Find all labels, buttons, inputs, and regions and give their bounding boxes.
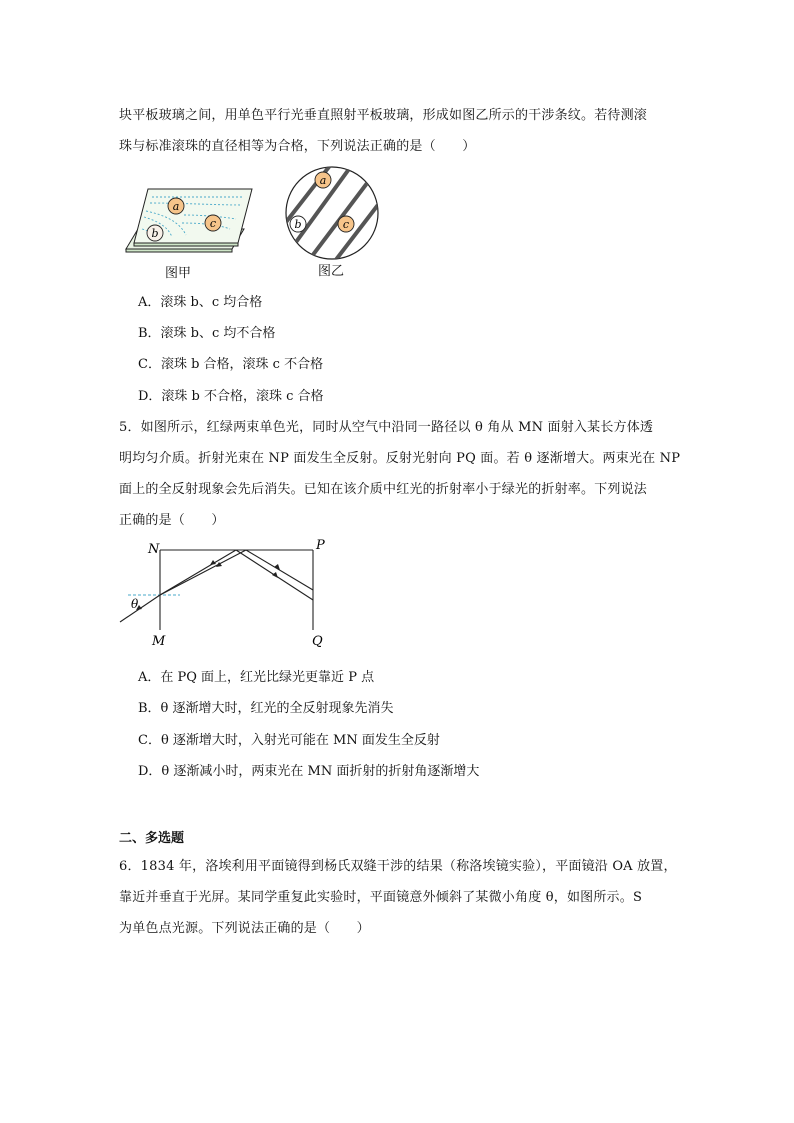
q6-text-line-1: 6．1834 年，洛埃利用平面镜得到杨氏双缝干涉的结果（称洛埃镜实验），平面镜沿 OA 放置， [119,859,677,874]
label-Q: Q [312,634,323,649]
q4-option-a: A．滚珠 b、c 均合格 [138,295,263,310]
q4-option-d: D．滚珠 b 不合格，滚珠 c 合格 [138,389,324,404]
q5-option-d: D．θ 逐渐减小时，两束光在 MN 面折射的折射角逐渐增大 [138,764,480,779]
label-M: M [152,634,166,649]
caption-yi: 图乙 [318,264,345,279]
section-multiple-choice-title: 二、多选题 [119,831,185,846]
ball-b-label-yi: b [294,218,302,231]
ball-a-label-yi: a [319,174,327,187]
q4-text-line-1: 块平板玻璃之间，用单色平行光垂直照射平板玻璃，形成如图乙所示的干涉条纹。若待测滚 [119,108,648,123]
ball-a-label-jia: a [172,200,180,213]
q5-text-line-1: 5．如图所示，红绿两束单色光，同时从空气中沿同一路径以 θ 角从 MN 面射入某长方体透 [119,420,654,435]
q5-text-line-2: 明均匀介质。折射光束在 NP 面发生全反射。反射光射向 PQ 面。若 θ 逐渐增大。两束光在 NP [119,451,681,466]
q6-text-line-3: 为单色点光源。下列说法正确的是（ ） [119,921,370,936]
q4-option-b: B．滚珠 b、c 均不合格 [138,326,276,341]
q4-text-line-2: 珠与标准滚珠的直径相等为合格，下列说法正确的是（ ） [119,139,476,154]
ball-c-label-jia: c [209,217,217,230]
q5-option-c: C．θ 逐渐增大时，入射光可能在 MN 面发生全反射 [138,733,440,748]
figure-yi-interference-fringes [279,164,385,262]
caption-jia: 图甲 [165,266,192,281]
ball-b-label-jia: b [151,227,159,240]
q5-option-a: A．在 PQ 面上，红光比绿光更靠近 P 点 [138,670,375,685]
q5-text-line-4: 正确的是（ ） [119,513,225,528]
label-P: P [316,538,325,553]
q5-option-b: B．θ 逐渐增大时，红光的全反射现象先消失 [138,701,394,716]
figure-jia-glass-plates [124,185,254,260]
q4-option-c: C．滚珠 b 合格，滚珠 c 不合格 [138,357,324,372]
ball-c-label-yi: c [342,218,350,231]
figure-q5-prism-rays [118,538,333,650]
label-theta: θ [131,597,139,611]
q5-text-line-3: 面上的全反射现象会先后消失。已知在该介质中红光的折射率小于绿光的折射率。下列说法 [119,482,648,497]
q6-text-line-2: 靠近并垂直于光屏。某同学重复此实验时，平面镜意外倾斜了某微小角度 θ，如图所示。S [119,890,643,905]
label-N: N [148,542,160,557]
